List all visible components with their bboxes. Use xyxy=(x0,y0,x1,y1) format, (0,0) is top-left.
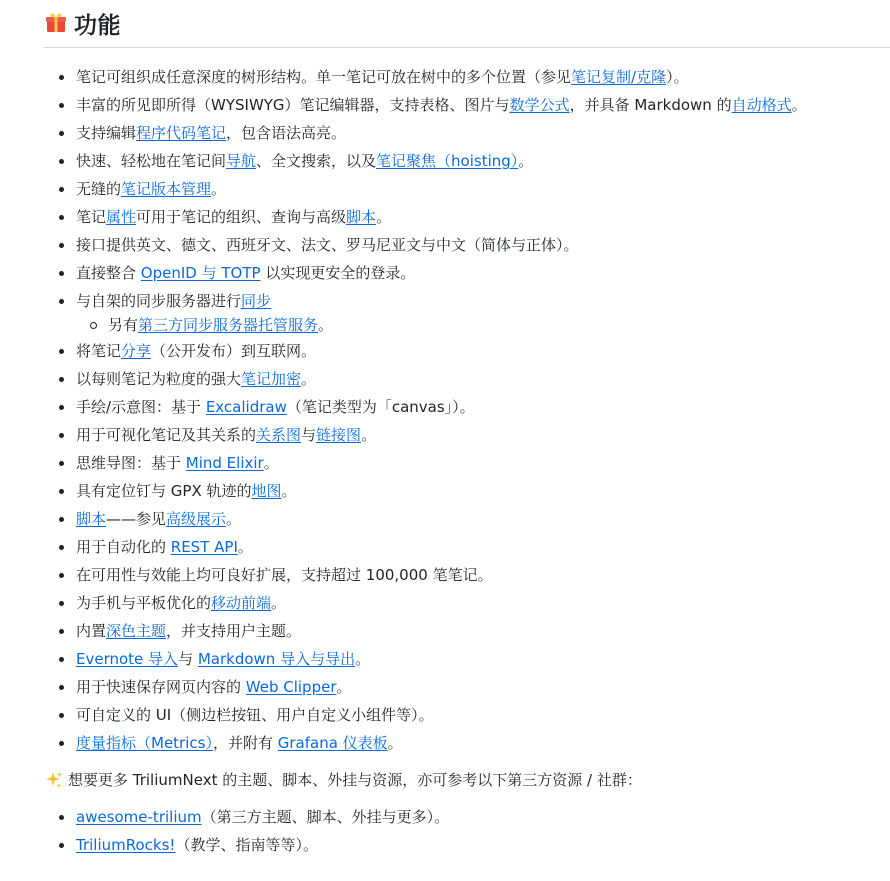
feature-text: 直接整合 xyxy=(76,264,141,282)
feature-list-item xyxy=(44,147,890,175)
feature-text: 手绘/示意图：基于 xyxy=(76,398,206,416)
feature-link[interactable]: 笔记聚焦（hoisting） xyxy=(376,152,519,170)
feature-text: （公开发布）到互联网。 xyxy=(151,342,317,360)
feature-link[interactable]: Excalidraw xyxy=(205,398,287,416)
feature-text: 用于自动化的 xyxy=(76,538,171,556)
feature-text: 可用于笔记的组织、查询与高级 xyxy=(136,208,347,226)
feature-link[interactable]: Mind Elixir xyxy=(185,454,264,472)
feature-text: 在可用性与效能上均可良好扩展，支持超过 100,000 笔笔记。 xyxy=(76,566,493,584)
feature-text: （第三方主题、脚本、外挂与更多）。 xyxy=(201,808,450,826)
feature-text: 与自架的同步服务器进行 xyxy=(76,292,242,310)
feature-text: 以实现更安全的登录。 xyxy=(260,264,416,282)
feature-text: 与 xyxy=(178,650,198,668)
feature-text: （教学、指南等等）。 xyxy=(175,836,318,854)
feature-list-item xyxy=(44,259,890,287)
feature-text: ，包含语法高亮。 xyxy=(226,124,347,142)
feature-link[interactable]: 属性 xyxy=(106,208,137,226)
feature-text: 与 xyxy=(301,426,317,444)
feature-text: 丰富的所见即所得（WYSIWYG）笔记编辑器，支持表格、图片与 xyxy=(76,96,510,114)
feature-text: 。 xyxy=(237,538,253,556)
feature-link[interactable]: Grafana 仪表板 xyxy=(277,734,388,752)
feature-text: 。 xyxy=(281,482,297,500)
feature-text: 用于可视化笔记及其关系的 xyxy=(76,426,257,444)
feature-text: 。 xyxy=(361,426,377,444)
feature-list-item xyxy=(44,533,890,561)
resource-list-item xyxy=(44,831,890,859)
feature-text: （笔记类型为「canvas」）。 xyxy=(286,398,475,416)
sub-list-item xyxy=(76,313,890,337)
readme-section xyxy=(44,0,890,859)
feature-link[interactable]: 脚本 xyxy=(346,208,377,226)
feature-text: 将笔记 xyxy=(76,342,122,360)
feature-list-item xyxy=(44,91,890,119)
resource-list-item xyxy=(44,803,890,831)
feature-text: 。 xyxy=(518,152,534,170)
feature-link[interactable]: 脚本 xyxy=(76,510,107,528)
feature-list-item xyxy=(44,729,890,757)
feature-list-item xyxy=(44,287,890,337)
feature-text: 为手机与平板优化的 xyxy=(76,594,212,612)
feature-link[interactable]: 同步 xyxy=(241,292,272,310)
feature-text: ，并附有 xyxy=(212,734,278,752)
feature-link[interactable]: REST API xyxy=(170,538,238,556)
feature-text: 无缝的 xyxy=(76,180,122,198)
feature-text: 具有定位钉与 GPX 轨迹的 xyxy=(76,482,252,500)
feature-link[interactable]: 笔记加密 xyxy=(241,370,302,388)
feature-list-item xyxy=(44,421,890,449)
feature-link[interactable]: Evernote 导入 xyxy=(76,650,179,668)
feature-text: 快速、轻松地在笔记间 xyxy=(76,152,227,170)
feature-list-item xyxy=(44,231,890,259)
feature-text: 支持编辑 xyxy=(76,124,137,142)
feature-list-item xyxy=(44,63,890,91)
feature-text: 。 xyxy=(263,454,279,472)
feature-link[interactable]: 地图 xyxy=(251,482,282,500)
feature-link[interactable]: awesome-trilium xyxy=(76,808,202,826)
feature-list-item xyxy=(44,701,890,729)
feature-link[interactable]: 链接图 xyxy=(316,426,362,444)
feature-link[interactable]: TriliumRocks! xyxy=(76,836,176,854)
page-title: 功能 xyxy=(74,13,121,39)
feature-text: 可自定义的 UI（侧边栏按钮、用户自定义小组件等）。 xyxy=(76,706,434,724)
feature-list-item xyxy=(44,119,890,147)
feature-text: 。 xyxy=(355,650,371,668)
feature-list-item xyxy=(44,645,890,673)
feature-list-item xyxy=(44,337,890,365)
feature-text: 。 xyxy=(387,734,403,752)
feature-text: 。 xyxy=(318,316,334,334)
feature-list-item xyxy=(44,505,890,533)
feature-text: 思维导图：基于 xyxy=(76,454,186,472)
feature-list-item xyxy=(44,175,890,203)
feature-list-item xyxy=(44,589,890,617)
feature-text: 。 xyxy=(791,96,807,114)
feature-list-item xyxy=(44,617,890,645)
features-list xyxy=(44,63,890,757)
feature-text: 。 xyxy=(301,370,317,388)
feature-text: 笔记可组织成任意深度的树形结构。单一笔记可放在树中的多个位置（参见 xyxy=(76,68,572,86)
feature-text: ——参见 xyxy=(106,510,167,528)
feature-text: ）。 xyxy=(666,68,689,86)
feature-link[interactable]: 自动格式 xyxy=(731,96,792,114)
feature-link[interactable]: 笔记复制/克隆 xyxy=(571,68,667,86)
more-resources-text: 想要更多 TriliumNext 的主题、脚本、外挂与资源，亦可参考以下第三方资源 / 社群： xyxy=(68,771,642,789)
feature-link[interactable]: 数学公式 xyxy=(509,96,570,114)
feature-link[interactable]: 笔记版本管理 xyxy=(121,180,212,198)
feature-link[interactable]: Markdown 导入与导出 xyxy=(197,650,356,668)
feature-text: ，并支持用户主题。 xyxy=(166,622,302,640)
feature-text: 、全文搜索，以及 xyxy=(256,152,377,170)
feature-text: 用于快速保存网页内容的 xyxy=(76,678,246,696)
feature-link[interactable]: 深色主题 xyxy=(106,622,167,640)
feature-text: 以每则笔记为粒度的强大 xyxy=(76,370,242,388)
feature-link[interactable]: 分享 xyxy=(121,342,152,360)
feature-list-item xyxy=(44,449,890,477)
feature-text: 另有 xyxy=(108,316,139,334)
feature-link[interactable]: 移动前端 xyxy=(211,594,272,612)
feature-text: 接口提供英文、德文、西班牙文、法文、罗马尼亚文与中文（简体与正体）。 xyxy=(76,236,579,254)
feature-list-item xyxy=(44,393,890,421)
feature-link[interactable]: 高级展示 xyxy=(166,510,227,528)
feature-link[interactable]: OpenID 与 TOTP xyxy=(140,264,261,282)
feature-link[interactable]: Web Clipper xyxy=(245,678,337,696)
gift-icon xyxy=(44,10,68,34)
feature-text: 。 xyxy=(271,594,287,612)
feature-list-item xyxy=(44,673,890,701)
feature-list-item xyxy=(44,203,890,231)
feature-link[interactable]: 度量指标（Metrics） xyxy=(76,734,213,752)
feature-text: 笔记 xyxy=(76,208,107,226)
resources-list xyxy=(44,803,890,859)
feature-text: ，并具备 Markdown 的 xyxy=(569,96,732,114)
sub-list xyxy=(76,313,890,337)
feature-text: 。 xyxy=(376,208,392,226)
feature-link[interactable]: 关系图 xyxy=(256,426,302,444)
feature-link[interactable]: 程序代码笔记 xyxy=(136,124,227,142)
feature-text: 。 xyxy=(336,678,352,696)
feature-list-item xyxy=(44,477,890,505)
more-resources-paragraph xyxy=(44,767,890,793)
feature-list-item xyxy=(44,561,890,589)
feature-text: 。 xyxy=(211,180,227,198)
feature-text: 内置 xyxy=(76,622,107,640)
sparkles-icon xyxy=(44,770,64,790)
feature-link[interactable]: 第三方同步服务器托管服务 xyxy=(138,316,319,334)
section-heading xyxy=(44,0,890,48)
feature-list-item xyxy=(44,365,890,393)
feature-text: 。 xyxy=(226,510,242,528)
feature-link[interactable]: 导航 xyxy=(226,152,257,170)
